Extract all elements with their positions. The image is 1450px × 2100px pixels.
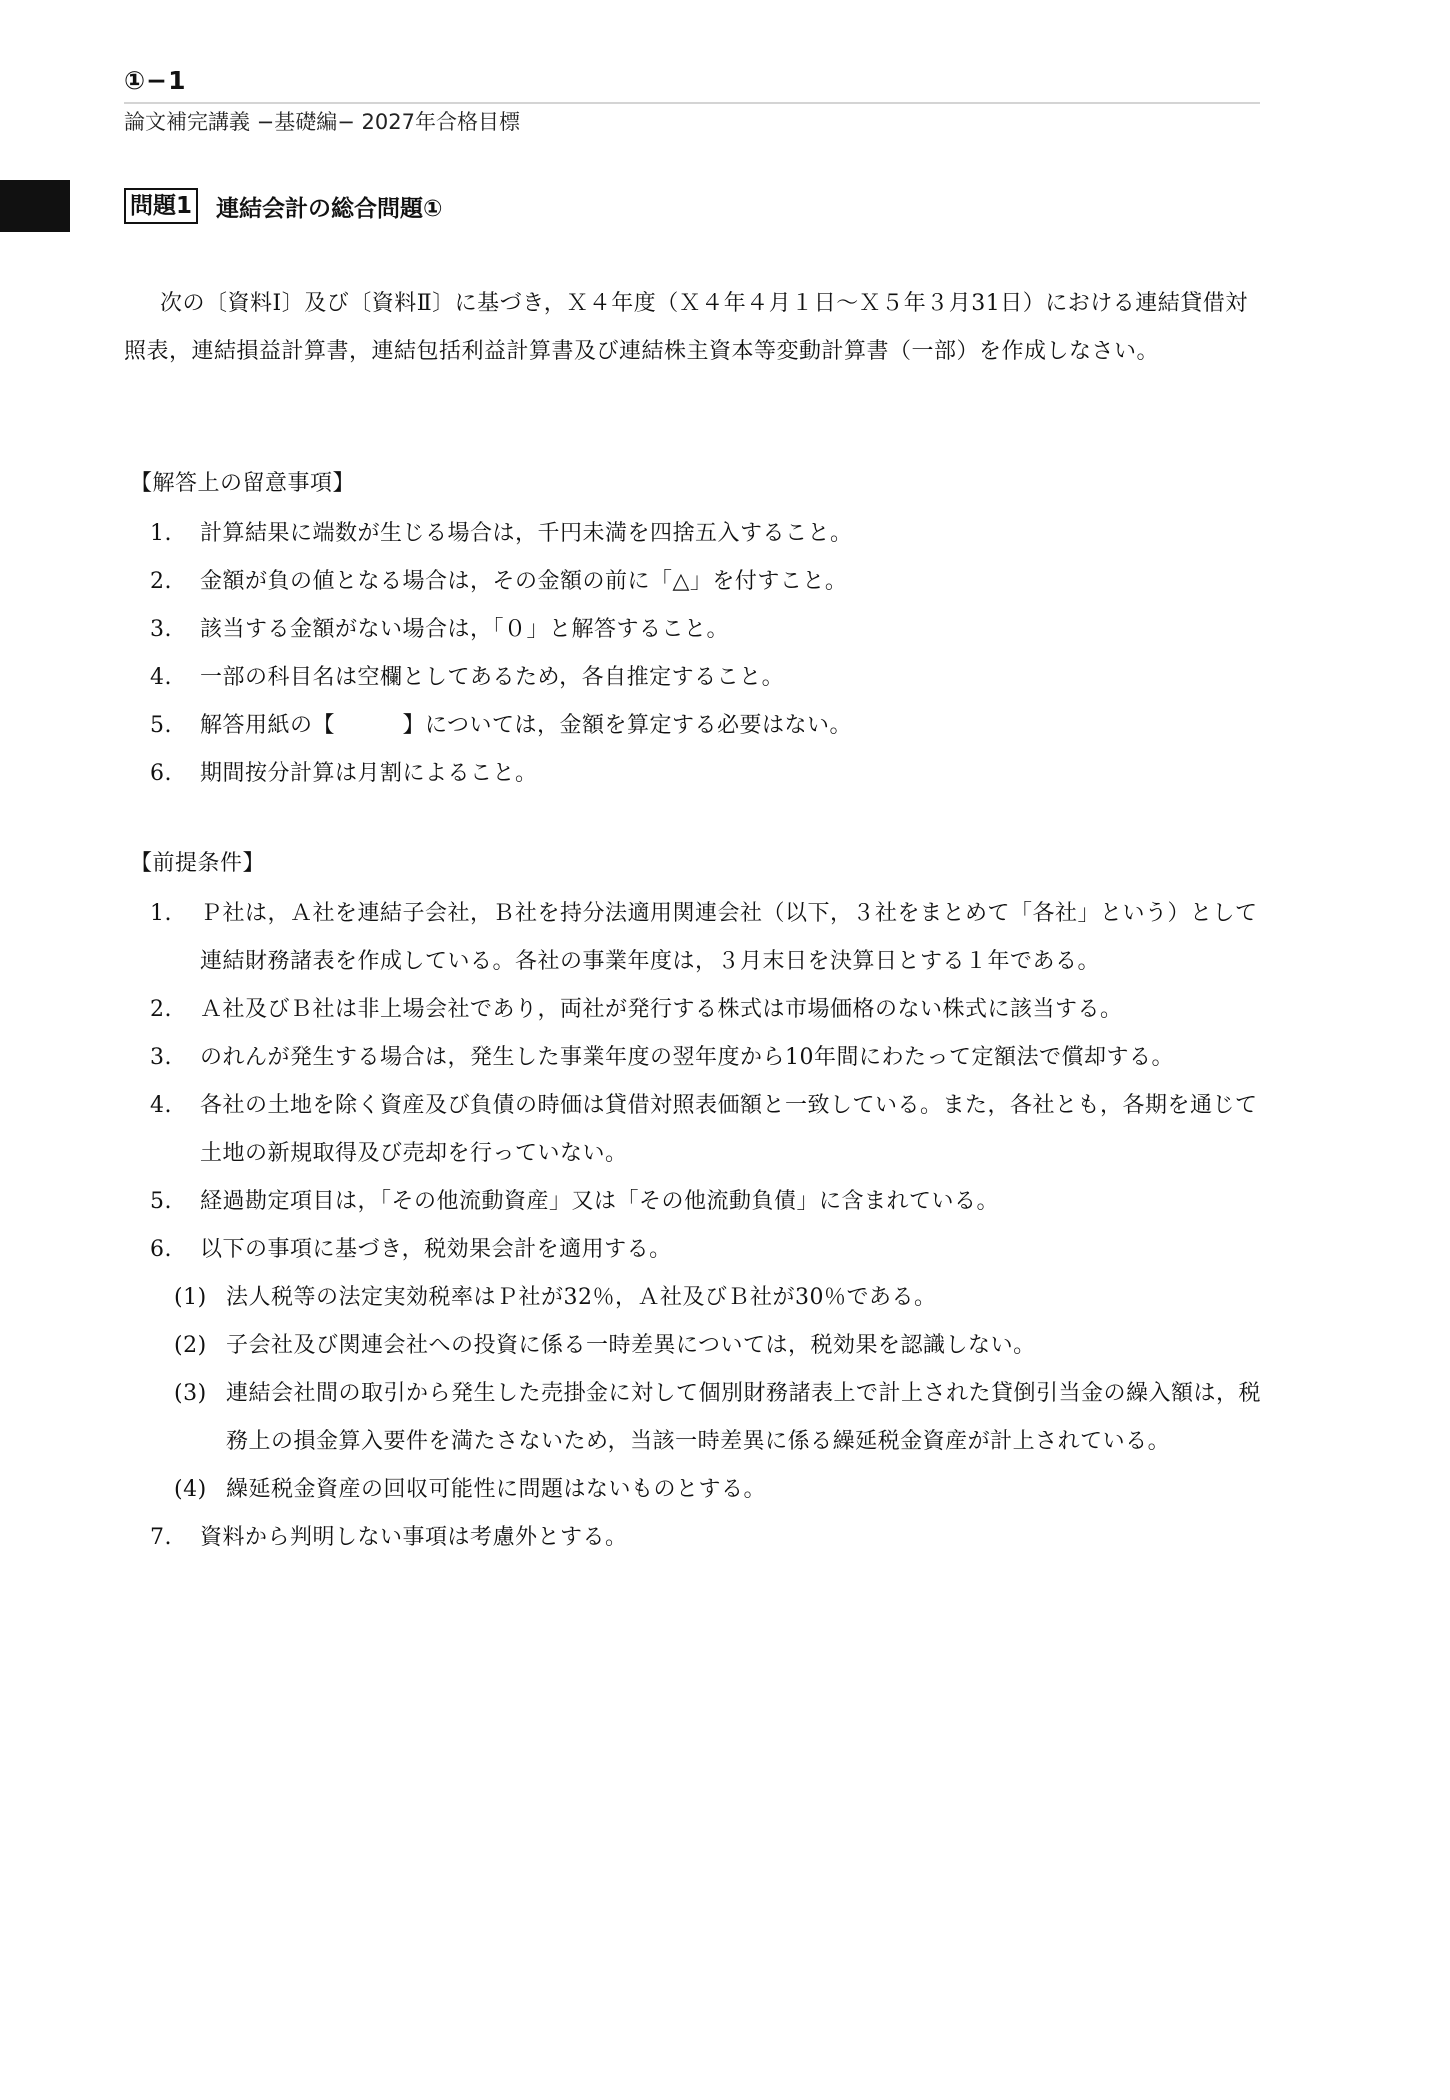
problem-badge: 問題1: [124, 188, 198, 224]
premise-item: 7. 資料から判明しない事項は考慮外とする。: [150, 1525, 628, 1550]
premise-item: 2. Ａ社及びＢ社は非上場会社であり，両社が発行する株式は市場価格のない株式に該当する。: [150, 997, 1123, 1022]
notes-list: [150, 510, 1270, 798]
problem-title: 連結会計の総合問題①: [216, 195, 443, 222]
notes-item: 5. 解答用紙の【 】については，金額を算定する必要はない。: [150, 713, 853, 738]
premise-item: 3. のれんが発生する場合は，発生した事業年度の翌年度から10年間にわたって定額法で償却する。: [150, 1045, 1174, 1070]
header-divider: [124, 102, 1260, 104]
premise-subitem: (1) 法人税等の法定実効税率はＰ社が32％，Ａ社及びＢ社が30％である。: [174, 1285, 937, 1310]
premise-subitem: (3) 連結会社間の取引から発生した売掛金に対して個別財務諸表上で計上された貸倒引当金の繰入額は，税務上の損金算入要件を満たさないため，当該一時差異に係る繰延税金資産が計上されている。: [174, 1381, 1262, 1454]
problem-heading: [124, 188, 443, 224]
intro-paragraph: 次の〔資料Ⅰ〕及び〔資料Ⅱ〕に基づき，Ｘ４年度（Ｘ４年４月１日〜Ｘ５年３月31日）における連結貸借対照表，連結損益計算書，連結包括利益計算書及び連結株主資本等変動計算書（一部）を作成しなさい。: [124, 291, 1248, 364]
premise-item: 4. 各社の土地を除く資産及び負債の時価は貸借対照表価額と一致している。また，各社とも，各期を通じて土地の新規取得及び売却を行っていない。: [150, 1093, 1258, 1166]
notes-item: 3. 該当する金額がない場合は，「０」と解答すること。: [150, 617, 730, 642]
premise-subitem: (4) 繰延税金資産の回収可能性に問題はないものとする。: [174, 1477, 767, 1502]
header-subtitle: 論文補完講義 −基礎編− 2027年合格目標: [124, 110, 520, 134]
notes-item: 2. 金額が負の値となる場合は，その金額の前に「△」を付すこと。: [150, 569, 848, 594]
notes-item: 1. 計算結果に端数が生じる場合は，千円未満を四捨五入すること。: [150, 521, 853, 546]
premise-item: 5. 経過勘定項目は，「その他流動資産」又は「その他流動負債」に含まれている。: [150, 1189, 1000, 1214]
notes-item: 6. 期間按分計算は月割によること。: [150, 761, 538, 786]
chapter-tab-marker: [0, 180, 70, 232]
premises-title: 【前提条件】: [130, 851, 266, 876]
page-number: ①−1: [124, 66, 187, 95]
premise-subitem: (2) 子会社及び関連会社への投資に係る一時差異については，税効果を認識しない。: [174, 1333, 1036, 1358]
notes-title: 【解答上の留意事項】: [130, 471, 356, 496]
premise-item: 6. 以下の事項に基づき，税効果会計を適用する。: [150, 1237, 672, 1262]
premise-item: 1. Ｐ社は，Ａ社を連結子会社，Ｂ社を持分法適用関連会社（以下，３社をまとめて「各社」という）として連結財務諸表を作成している。各社の事業年度は，３月末日を決算日とする１年である。: [150, 901, 1258, 974]
premises-list: [150, 890, 1270, 1562]
notes-item: 4. 一部の科目名は空欄としてあるため，各自推定すること。: [150, 665, 785, 690]
